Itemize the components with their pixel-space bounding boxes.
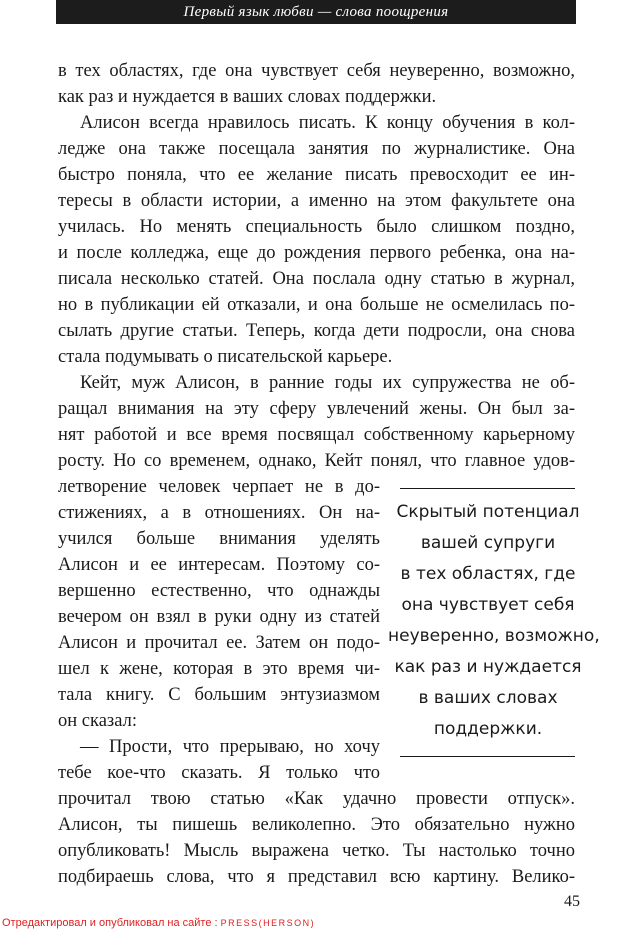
footer-label: Отредактировал и опубликовал на сайте (2, 917, 212, 929)
text-line: Кейт, муж Алисон, в ранние годы их супружества не об- (80, 373, 575, 393)
text-line: — Прости, что прерываю, но хочу (80, 737, 380, 757)
text-line: тересы в области истории, а именно на этом факультете она (58, 191, 575, 211)
footer-separator: : (211, 917, 221, 929)
text-line: и после колледжа, еще до рождения первого ребенка, она на- (58, 243, 575, 263)
text-line: Алисон, ты пишешь великолепно. Это обязательно нужно (58, 815, 575, 835)
pull-quote-line: в тех областях, где (400, 564, 576, 584)
page-number: 45 (564, 893, 580, 910)
text-line: он сказал: (58, 711, 137, 731)
pull-quote-top-rule (400, 488, 575, 489)
text-line: училась. Но менять специальность было слишком поздно, (58, 217, 575, 237)
text-line: сылать другие статьи. Теперь, когда дети подросли, она снова (58, 321, 575, 341)
text-line: ледже она также посещала занятия по журналистике. Она (58, 139, 575, 159)
pull-quote-line: вашей супруги (420, 533, 556, 553)
pull-quote-line: Скрытый потенциал (396, 502, 580, 522)
text-line: тебе кое-что сказать. Я только что (58, 763, 380, 783)
text-line: опубликовать! Мысль выражена четко. Ты настолько точно (58, 841, 575, 861)
text-line: тала книгу. С большим энтузиазмом (58, 685, 380, 705)
pull-quote-line: поддержки. (433, 719, 543, 739)
pull-quote-line: неуверенно, возможно, (388, 626, 600, 646)
footer-site-link[interactable]: PRESS(HERSON) (220, 918, 316, 928)
text-line: нят работой и все время посвящал собственному карьерному (58, 425, 575, 445)
text-line: как раз и нуждается в ваших словах поддержки. (58, 87, 437, 107)
text-line: ращал внимания на эту сферу увлечений жены. Он был за- (58, 399, 575, 419)
text-line: но в публикации ей отказали, и она больше не осмелилась по- (58, 295, 575, 315)
pull-quote-line: в ваших словах (418, 688, 558, 708)
text-line: учился больше внимания уделять (58, 529, 380, 549)
text-line: вечером он взял в руки одну из статей (58, 607, 380, 627)
text-line: летворение человек черпает не в до- (58, 477, 380, 497)
pull-quote-line: как раз и нуждается (394, 657, 582, 677)
text-line: быстро поняла, что ее желание писать превосходит ее ин- (58, 165, 575, 185)
text-line: подбираешь слова, что я представил всю картину. Велико- (58, 867, 575, 887)
text-line: росту. Но со временем, однако, Кейт понял, что главное удов- (58, 451, 575, 471)
text-line: шел к жене, которая в это время чи- (58, 659, 380, 679)
text-line: Алисон всегда нравилось писать. К концу обучения в кол- (80, 113, 575, 133)
running-head: Первый язык любви — слова поощрения (56, 0, 576, 24)
text-line: Алисон и прочитал ее. Затем он подо- (58, 633, 380, 653)
text-line: стала подумывать о писательской карьере. (58, 347, 393, 367)
text-line: прочитал твою статью «Как удачно провести отпуск». (58, 789, 575, 809)
text-line: в тех областях, где она чувствует себя неуверенно, возможно, (58, 61, 575, 81)
text-line: писала несколько статей. Она послала одну статью в журнал, (58, 269, 575, 289)
pull-quote-bottom-rule (400, 756, 575, 757)
text-line: стижениях, а в отношениях. Он на- (58, 503, 380, 523)
footer-credit (2, 917, 315, 929)
text-line: Алисон и ее интересам. Поэтому со- (58, 555, 380, 575)
text-line: вершенно естественно, что однажды (58, 581, 380, 601)
pull-quote-line: она чувствует себя (401, 595, 575, 615)
